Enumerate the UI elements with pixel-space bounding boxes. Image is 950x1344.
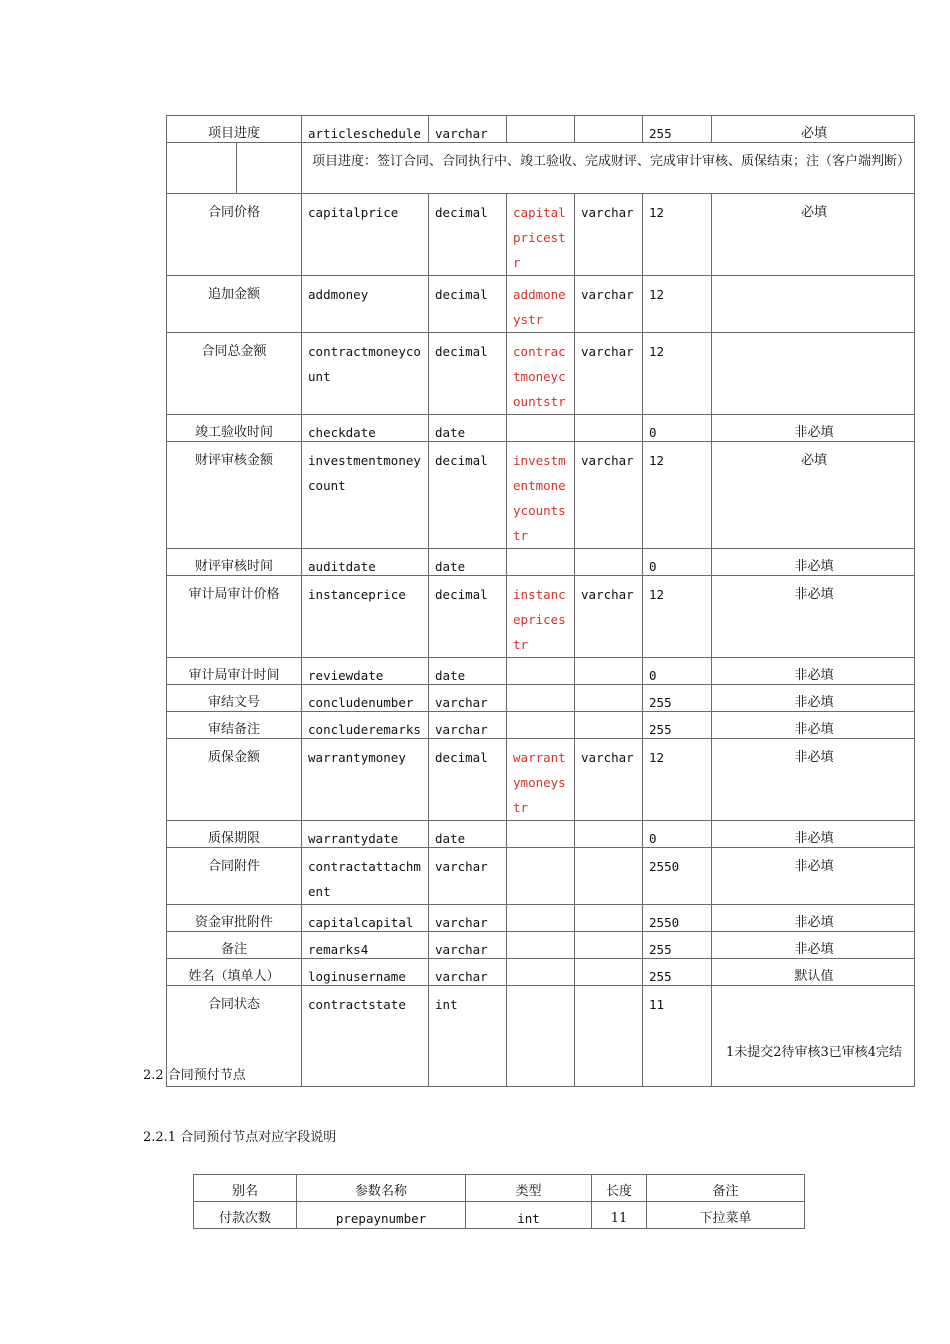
table-row [167, 821, 915, 848]
column-header: 备注 [647, 1175, 805, 1202]
string-field-cell [507, 415, 575, 442]
remark-cell: 非必填 [712, 739, 915, 821]
string-field-cell [507, 932, 575, 959]
length-cell: 0 [643, 821, 712, 848]
param-name-cell: loginusername [302, 959, 429, 986]
string-field-cell [507, 712, 575, 739]
progress-note-cell: 项目进度：签订合同、合同执行中、竣工验收、完成财评、完成审计审核、质保结束；注（客户端判断） [302, 143, 915, 194]
param-name-cell: contractmoneycount [302, 333, 429, 415]
type-cell: date [429, 658, 507, 685]
remark-cell: 非必填 [712, 685, 915, 712]
remark-cell: 非必填 [712, 932, 915, 959]
string-type-cell: varchar [575, 276, 643, 333]
type-cell: date [429, 415, 507, 442]
table-row [167, 932, 915, 959]
type-cell: varchar [429, 959, 507, 986]
string-type-cell [575, 848, 643, 905]
table-row [167, 712, 915, 739]
alias-cell: 审结文号 [167, 685, 302, 712]
param-name-cell: capitalprice [302, 194, 429, 276]
column-header: 长度 [592, 1175, 647, 1202]
param-name-cell: remarks4 [302, 932, 429, 959]
type-cell: decimal [429, 442, 507, 549]
alias-cell: 竣工验收时间 [167, 415, 302, 442]
string-type-cell [575, 415, 643, 442]
length-cell: 11 [643, 986, 712, 1087]
string-type-cell: varchar [575, 333, 643, 415]
remark-cell: 非必填 [712, 549, 915, 576]
column-header: 别名 [194, 1175, 297, 1202]
length-cell: 2550 [643, 905, 712, 932]
string-type-cell [575, 712, 643, 739]
table-cell: 下拉菜单 [647, 1202, 805, 1229]
table-cell: prepaynumber [297, 1202, 466, 1229]
remark-cell: 默认值 [712, 959, 915, 986]
alias-cell: 质保期限 [167, 821, 302, 848]
alias-cell: 姓名（填单人） [167, 959, 302, 986]
param-name-cell: investmentmoneycount [302, 442, 429, 549]
section-heading: 2.2 合同预付节点 [143, 1068, 246, 1083]
string-type-cell [575, 986, 643, 1087]
table-row [167, 905, 915, 932]
empty-cell [167, 143, 237, 194]
string-field-cell [507, 848, 575, 905]
string-field-cell: warrantymoneystr [507, 739, 575, 821]
string-field-cell [507, 549, 575, 576]
param-name-cell: articleschedule [302, 116, 429, 143]
type-cell: varchar [429, 848, 507, 905]
length-cell: 255 [643, 712, 712, 739]
remark-cell: 非必填 [712, 848, 915, 905]
string-field-cell [507, 685, 575, 712]
param-name-cell: concludenumber [302, 685, 429, 712]
param-name-cell: addmoney [302, 276, 429, 333]
table-row [167, 415, 915, 442]
table-row [194, 1202, 805, 1229]
string-field-cell [507, 658, 575, 685]
param-name-cell: warrantydate [302, 821, 429, 848]
string-field-cell: addmoneystr [507, 276, 575, 333]
table-row [167, 959, 915, 986]
alias-cell: 合同价格 [167, 194, 302, 276]
param-name-cell: auditdate [302, 549, 429, 576]
remark-cell: 非必填 [712, 821, 915, 848]
length-cell: 12 [643, 194, 712, 276]
param-name-cell: contractstate [302, 986, 429, 1087]
column-header: 参数名称 [297, 1175, 466, 1202]
type-cell: varchar [429, 116, 507, 143]
param-name-cell: concluderemarks [302, 712, 429, 739]
type-cell: decimal [429, 276, 507, 333]
type-cell: varchar [429, 932, 507, 959]
string-field-cell [507, 905, 575, 932]
string-type-cell [575, 658, 643, 685]
alias-cell: 财评审核时间 [167, 549, 302, 576]
type-cell: varchar [429, 905, 507, 932]
table-row [167, 442, 915, 549]
table-row [167, 986, 915, 1087]
table-cell: int [466, 1202, 592, 1229]
param-name-cell: warrantymoney [302, 739, 429, 821]
alias-cell: 财评审核金额 [167, 442, 302, 549]
string-field-cell: contractmoneycountstr [507, 333, 575, 415]
length-cell: 2550 [643, 848, 712, 905]
table-row [167, 333, 915, 415]
length-cell: 12 [643, 333, 712, 415]
alias-cell: 资金审批附件 [167, 905, 302, 932]
string-type-cell [575, 549, 643, 576]
remark-cell: 必填 [712, 194, 915, 276]
alias-cell: 审计局审计时间 [167, 658, 302, 685]
remark-cell: 非必填 [712, 905, 915, 932]
table-header-row [194, 1175, 805, 1202]
table-row [167, 116, 915, 143]
alias-cell: 审计局审计价格 [167, 576, 302, 658]
table-row [167, 194, 915, 276]
alias-cell: 审结备注 [167, 712, 302, 739]
string-type-cell [575, 116, 643, 143]
empty-cell [237, 143, 302, 194]
type-cell: decimal [429, 739, 507, 821]
type-cell: varchar [429, 685, 507, 712]
alias-cell: 合同状态 [167, 986, 302, 1087]
length-cell: 255 [643, 685, 712, 712]
length-cell: 12 [643, 576, 712, 658]
length-cell: 255 [643, 959, 712, 986]
length-cell: 255 [643, 116, 712, 143]
param-name-cell: capitalcapital [302, 905, 429, 932]
string-type-cell [575, 932, 643, 959]
string-type-cell [575, 905, 643, 932]
param-name-cell: instanceprice [302, 576, 429, 658]
remark-cell: 必填 [712, 116, 915, 143]
remark-cell: 1未提交2待审核3已审核4完结 [712, 986, 915, 1087]
string-field-cell [507, 959, 575, 986]
subsection-heading: 2.2.1 合同预付节点对应字段说明 [143, 1130, 337, 1145]
table-cell: 付款次数 [194, 1202, 297, 1229]
remark-cell [712, 333, 915, 415]
string-field-cell [507, 986, 575, 1087]
alias-cell: 备注 [167, 932, 302, 959]
remark-cell: 必填 [712, 442, 915, 549]
remark-cell: 非必填 [712, 576, 915, 658]
length-cell: 12 [643, 276, 712, 333]
type-cell: varchar [429, 712, 507, 739]
table-cell: 11 [592, 1202, 647, 1229]
length-cell: 255 [643, 932, 712, 959]
string-field-cell [507, 116, 575, 143]
param-name-cell: reviewdate [302, 658, 429, 685]
string-field-cell [507, 821, 575, 848]
param-name-cell: checkdate [302, 415, 429, 442]
remark-cell: 非必填 [712, 712, 915, 739]
string-type-cell: varchar [575, 194, 643, 276]
length-cell: 0 [643, 549, 712, 576]
table-row [167, 739, 915, 821]
alias-cell: 项目进度 [167, 116, 302, 143]
type-cell: decimal [429, 576, 507, 658]
table-row [167, 685, 915, 712]
string-field-cell: investmentmoneycountstr [507, 442, 575, 549]
string-field-cell: instancepricestr [507, 576, 575, 658]
alias-cell: 质保金额 [167, 739, 302, 821]
param-name-cell: contractattachment [302, 848, 429, 905]
type-cell: int [429, 986, 507, 1087]
string-type-cell: varchar [575, 442, 643, 549]
string-type-cell [575, 685, 643, 712]
prepay-field-table [193, 1174, 805, 1229]
table-row [167, 549, 915, 576]
column-header: 类型 [466, 1175, 592, 1202]
alias-cell: 追加金额 [167, 276, 302, 333]
type-cell: date [429, 821, 507, 848]
remark-cell: 非必填 [712, 415, 915, 442]
table-row [167, 658, 915, 685]
type-cell: decimal [429, 333, 507, 415]
table-row [167, 576, 915, 658]
alias-cell: 合同附件 [167, 848, 302, 905]
string-type-cell [575, 821, 643, 848]
table-row [167, 848, 915, 905]
type-cell: decimal [429, 194, 507, 276]
table-row [167, 143, 915, 194]
table-row [167, 276, 915, 333]
string-type-cell: varchar [575, 739, 643, 821]
string-type-cell: varchar [575, 576, 643, 658]
field-table [166, 115, 915, 1087]
remark-cell: 非必填 [712, 658, 915, 685]
length-cell: 12 [643, 442, 712, 549]
length-cell: 0 [643, 415, 712, 442]
string-type-cell [575, 959, 643, 986]
string-field-cell: capitalpricestr [507, 194, 575, 276]
type-cell: date [429, 549, 507, 576]
length-cell: 12 [643, 739, 712, 821]
length-cell: 0 [643, 658, 712, 685]
remark-cell [712, 276, 915, 333]
alias-cell: 合同总金额 [167, 333, 302, 415]
